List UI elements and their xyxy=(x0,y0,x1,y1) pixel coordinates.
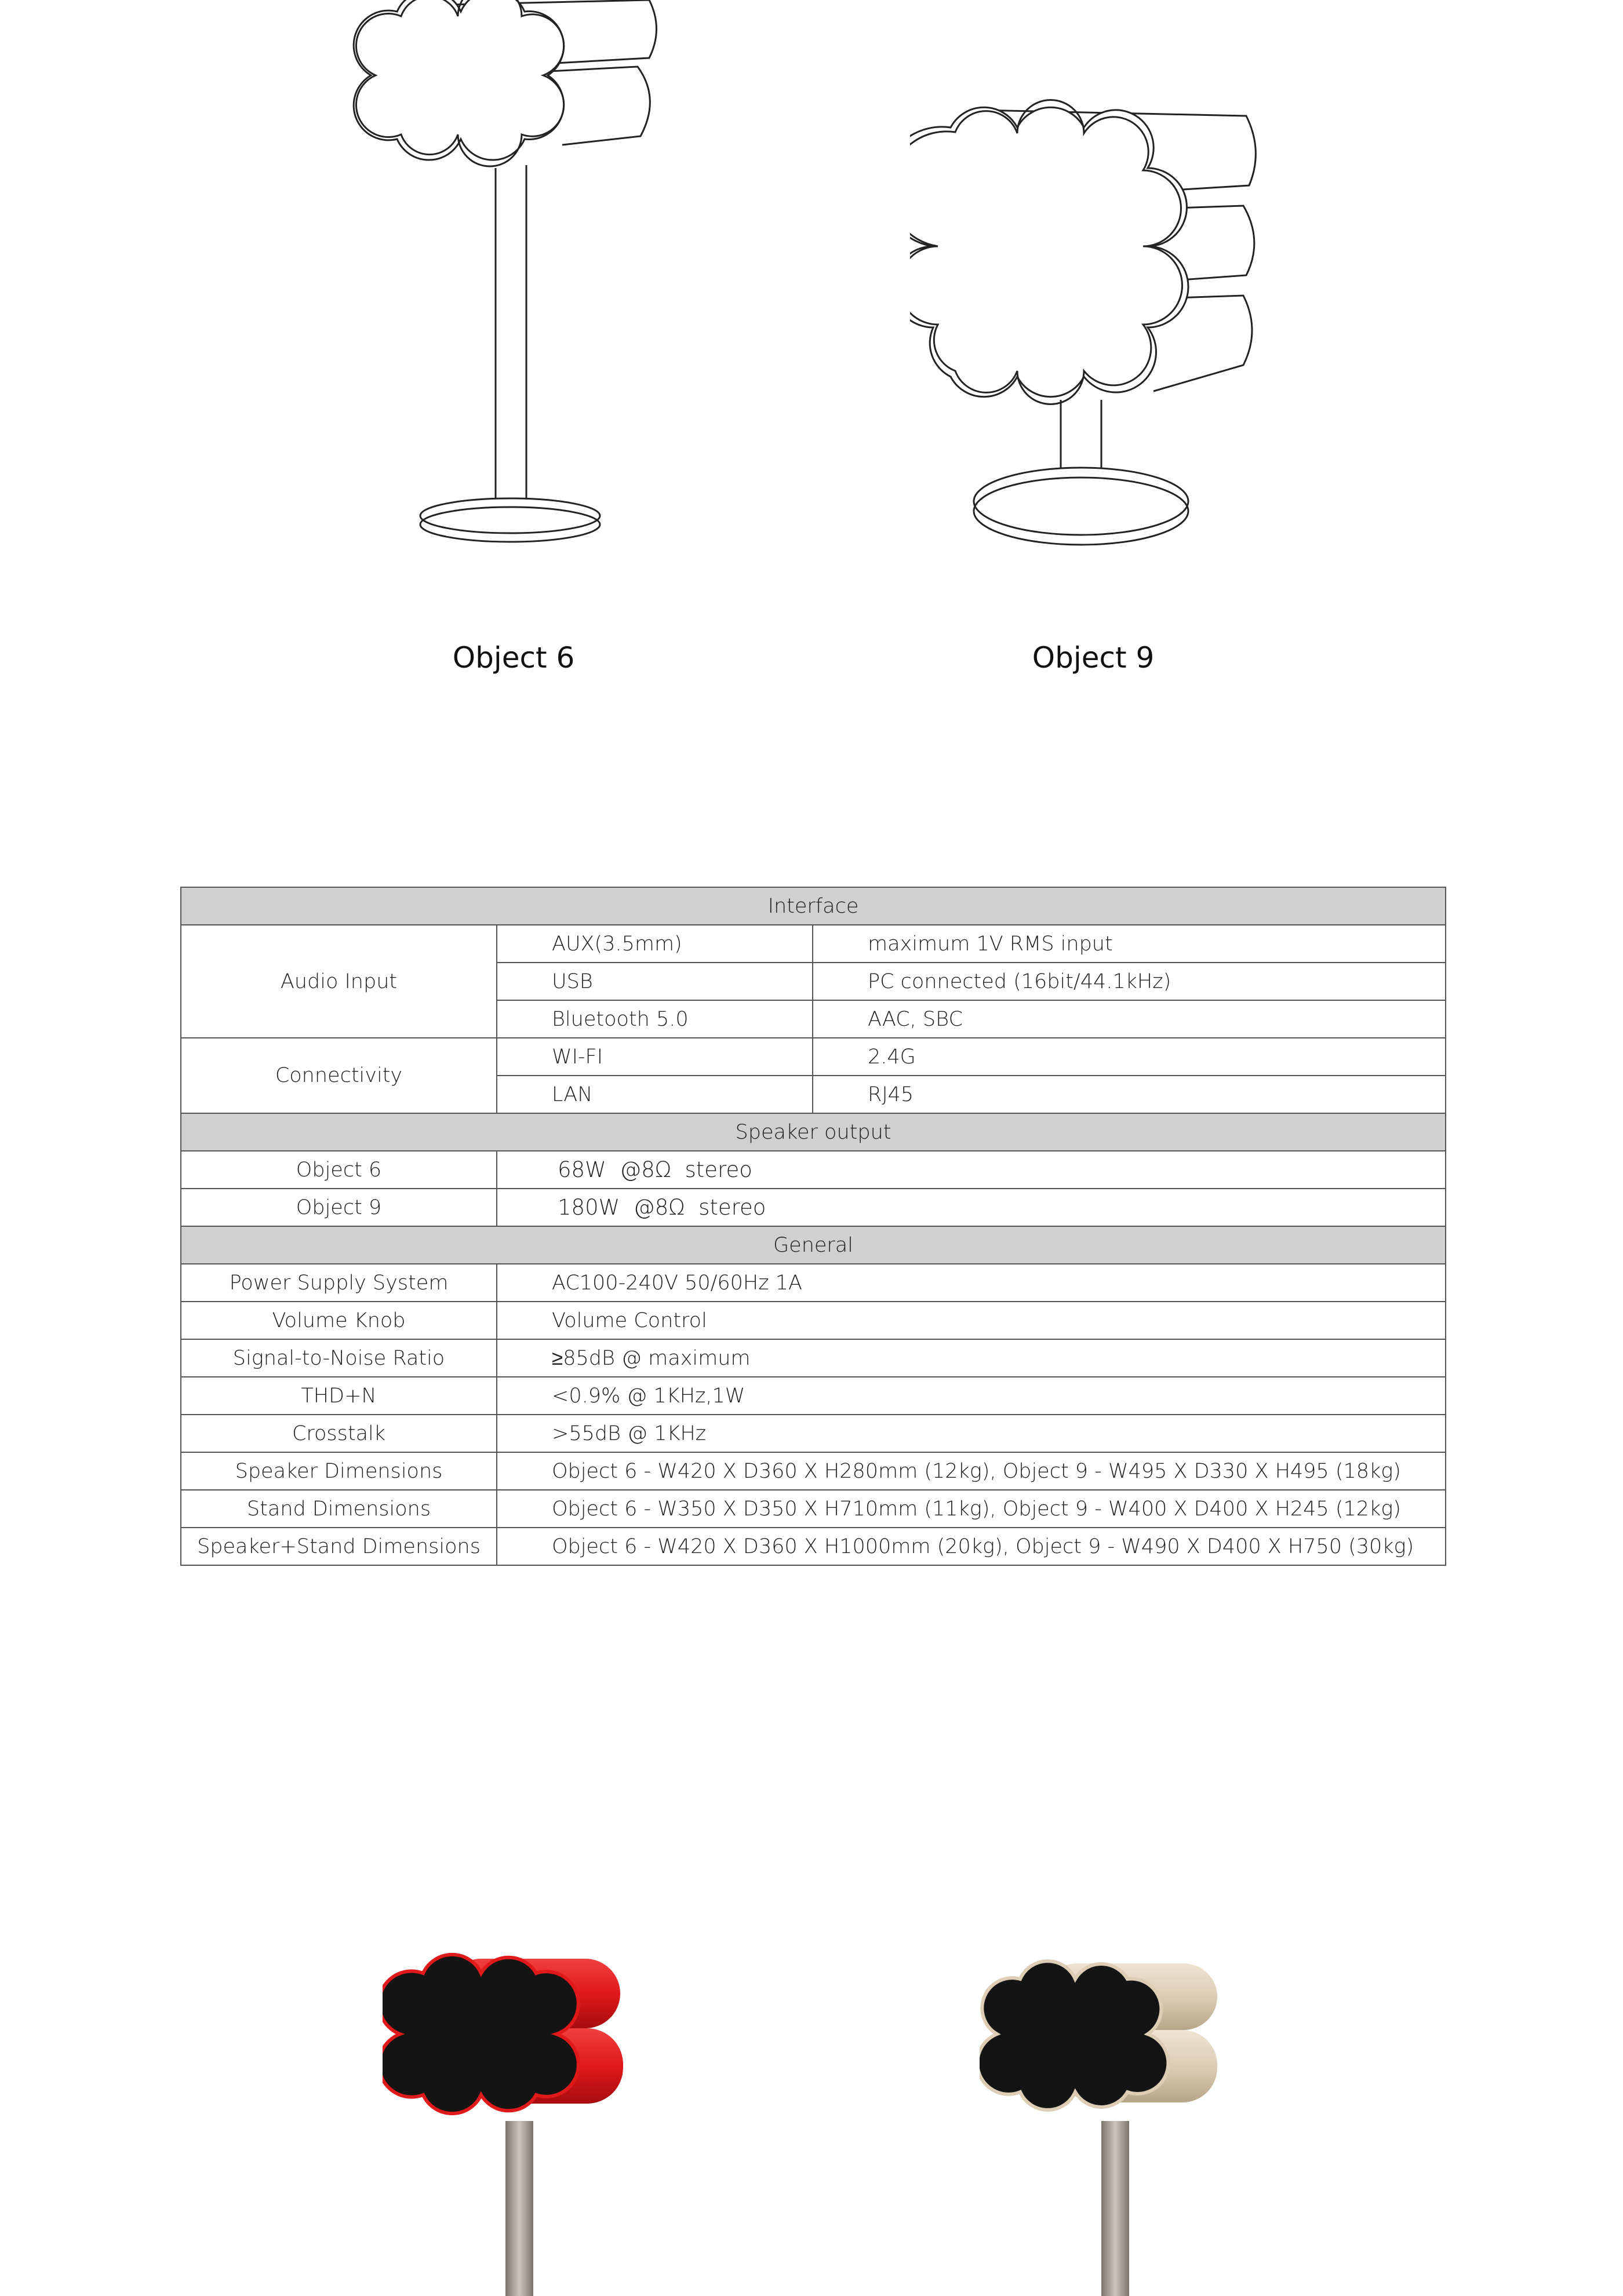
table-row xyxy=(181,925,1446,963)
row-label: Speaker Dimensions xyxy=(181,1452,497,1490)
object-6-caption: Object 6 xyxy=(452,641,575,675)
spec-value: AAC, SBC xyxy=(813,1000,1446,1038)
row-label: Stand Dimensions xyxy=(181,1490,497,1528)
spec-value: Object 6 - W350 X D350 X H710mm (11kg), Object 9 - W400 X D400 X H245 (12kg) xyxy=(497,1490,1446,1528)
spec-item: WI-FI xyxy=(497,1038,813,1076)
row-label: Volume Knob xyxy=(181,1302,497,1339)
row-label-audio-input: Audio Input xyxy=(181,925,497,1038)
row-label: Signal-to-Noise Ratio xyxy=(181,1339,497,1377)
table-row xyxy=(181,1452,1446,1490)
row-label: THD+N xyxy=(181,1377,497,1415)
spec-value: 180W @8Ω stereo xyxy=(497,1189,1446,1226)
section-header-general xyxy=(181,1226,1446,1264)
row-label: Power Supply System xyxy=(181,1264,497,1302)
spec-value: PC connected (16bit/44.1kHz) xyxy=(813,963,1446,1000)
table-row xyxy=(181,1339,1446,1377)
section-title: Interface xyxy=(181,887,1446,925)
spec-value: 68W @8Ω stereo xyxy=(497,1151,1446,1189)
table-row xyxy=(181,1377,1446,1415)
spec-value: Object 6 - W420 X D360 X H280mm (12kg), Object 9 - W495 X D330 X H495 (18kg) xyxy=(497,1452,1446,1490)
object-9-caption: Object 9 xyxy=(1032,641,1155,675)
row-label: Crosstalk xyxy=(181,1415,497,1452)
table-row xyxy=(181,1189,1446,1226)
section-title: General xyxy=(181,1226,1446,1264)
spec-value: AC100-240V 50/60Hz 1A xyxy=(497,1264,1446,1302)
table-row xyxy=(181,1151,1446,1189)
table-row xyxy=(181,1490,1446,1528)
table-row xyxy=(181,1528,1446,1565)
table-row xyxy=(181,1415,1446,1452)
spec-value: >55dB @ 1KHz xyxy=(497,1415,1446,1452)
table-row xyxy=(181,1038,1446,1076)
row-label-connectivity: Connectivity xyxy=(181,1038,497,1113)
spec-item: USB xyxy=(497,963,813,1000)
spec-value: maximum 1V RMS input xyxy=(813,925,1446,963)
spec-value: Object 6 - W420 X D360 X H1000mm (20kg), Object 9 - W490 X D400 X H750 (30kg) xyxy=(497,1528,1446,1565)
spec-value: 2.4G xyxy=(813,1038,1446,1076)
object-9-line-drawing xyxy=(910,99,1269,562)
spec-value: ≥85dB @ maximum xyxy=(497,1339,1446,1377)
section-title: Speaker output xyxy=(181,1113,1446,1151)
row-label: Speaker+Stand Dimensions xyxy=(181,1528,497,1565)
red-speaker-photo xyxy=(383,1947,661,2296)
spec-item: AUX(3.5mm) xyxy=(497,925,813,963)
spec-value: <0.9% @ 1KHz,1W xyxy=(497,1377,1446,1415)
row-label: Object 9 xyxy=(181,1189,497,1226)
section-header-speaker-output xyxy=(181,1113,1446,1151)
spec-value: RJ45 xyxy=(813,1076,1446,1113)
object-6-line-drawing xyxy=(348,0,672,568)
table-row xyxy=(181,1264,1446,1302)
spec-item: Bluetooth 5.0 xyxy=(497,1000,813,1038)
section-header-interface xyxy=(181,887,1446,925)
spec-table xyxy=(180,887,1446,1566)
spec-value: Volume Control xyxy=(497,1302,1446,1339)
table-row xyxy=(181,1302,1446,1339)
gold-speaker-photo xyxy=(980,1947,1258,2296)
spec-item: LAN xyxy=(497,1076,813,1113)
row-label: Object 6 xyxy=(181,1151,497,1189)
